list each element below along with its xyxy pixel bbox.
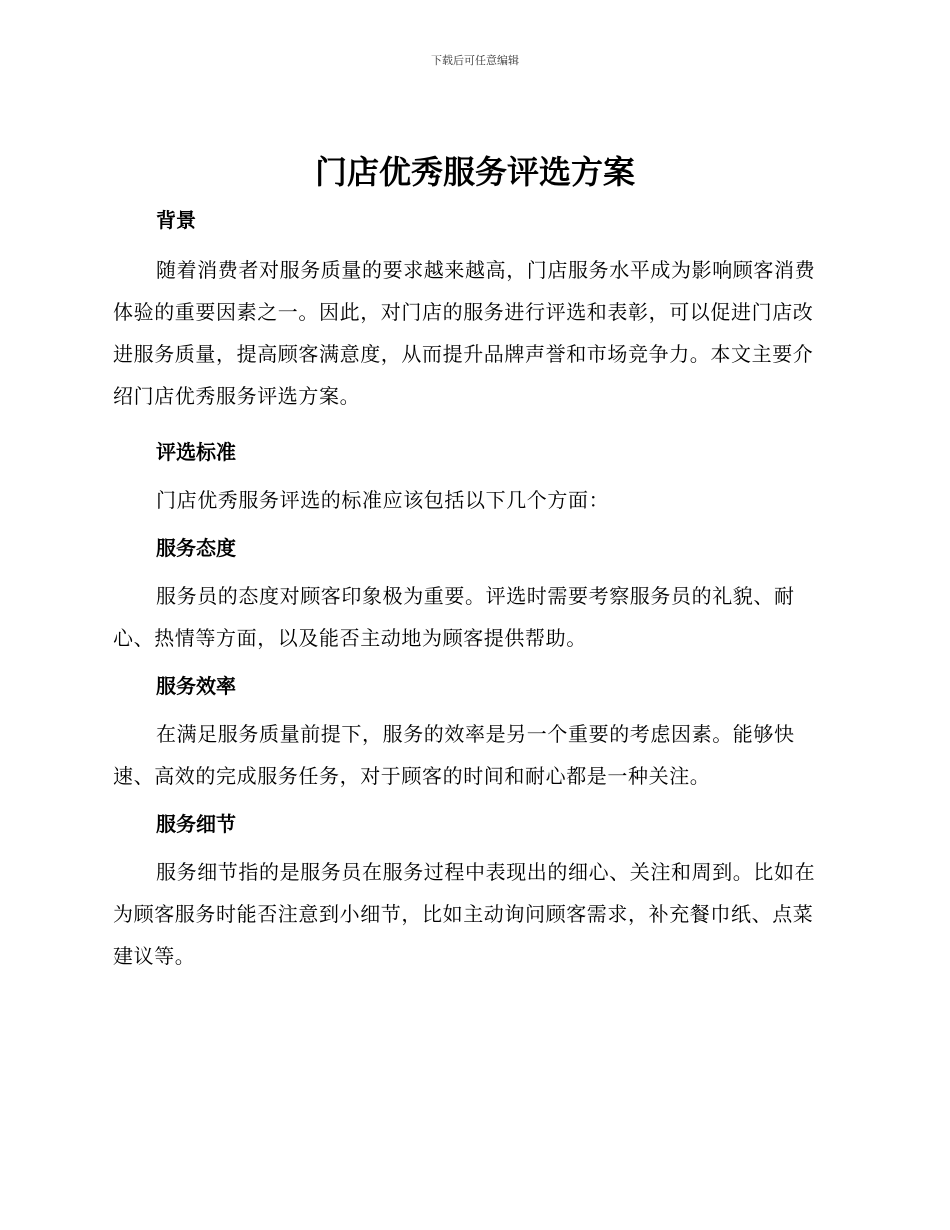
section-paragraph-criteria: 门店优秀服务评选的标准应该包括以下几个方面： xyxy=(156,488,610,512)
section-heading-efficiency: 服务效率 xyxy=(156,674,236,698)
section-heading-background: 背景 xyxy=(156,208,196,232)
section-heading-detail: 服务细节 xyxy=(156,812,236,836)
section-paragraph-detail: 服务细节指的是服务员在服务过程中表现出的细心、关注和周到。比如在为顾客服务时能否注意到小细节，比如主动询问顾客需求，补充餐巾纸、点菜建议等。 xyxy=(113,860,816,968)
section-heading-attitude: 服务态度 xyxy=(156,536,236,560)
section-paragraph-background: 随着消费者对服务质量的要求越来越高，门店服务水平成为影响顾客消费体验的重要因素之一。因此，对门店的服务进行评选和表彰，可以促进门店改进服务质量，提高顾客满意度，从而提升品牌声誉和市场竞争力。本文主要介绍门店优秀服务评选方案。 xyxy=(113,258,816,408)
page-header-note: 下载后可任意编辑 xyxy=(431,54,519,67)
section-paragraph-efficiency: 在满足服务质量前提下，服务的效率是另一个重要的考虑因素。能够快速、高效的完成服务任务，对于顾客的时间和耐心都是一种关注。 xyxy=(113,722,795,788)
document-body xyxy=(113,200,833,977)
section-heading-criteria: 评选标准 xyxy=(156,440,236,464)
section-paragraph-attitude: 服务员的态度对顾客印象极为重要。评选时需要考察服务员的礼貌、耐心、热情等方面，以及能否主动地为顾客提供帮助。 xyxy=(113,584,795,650)
document-title: 门店优秀服务评选方案 xyxy=(314,153,635,191)
